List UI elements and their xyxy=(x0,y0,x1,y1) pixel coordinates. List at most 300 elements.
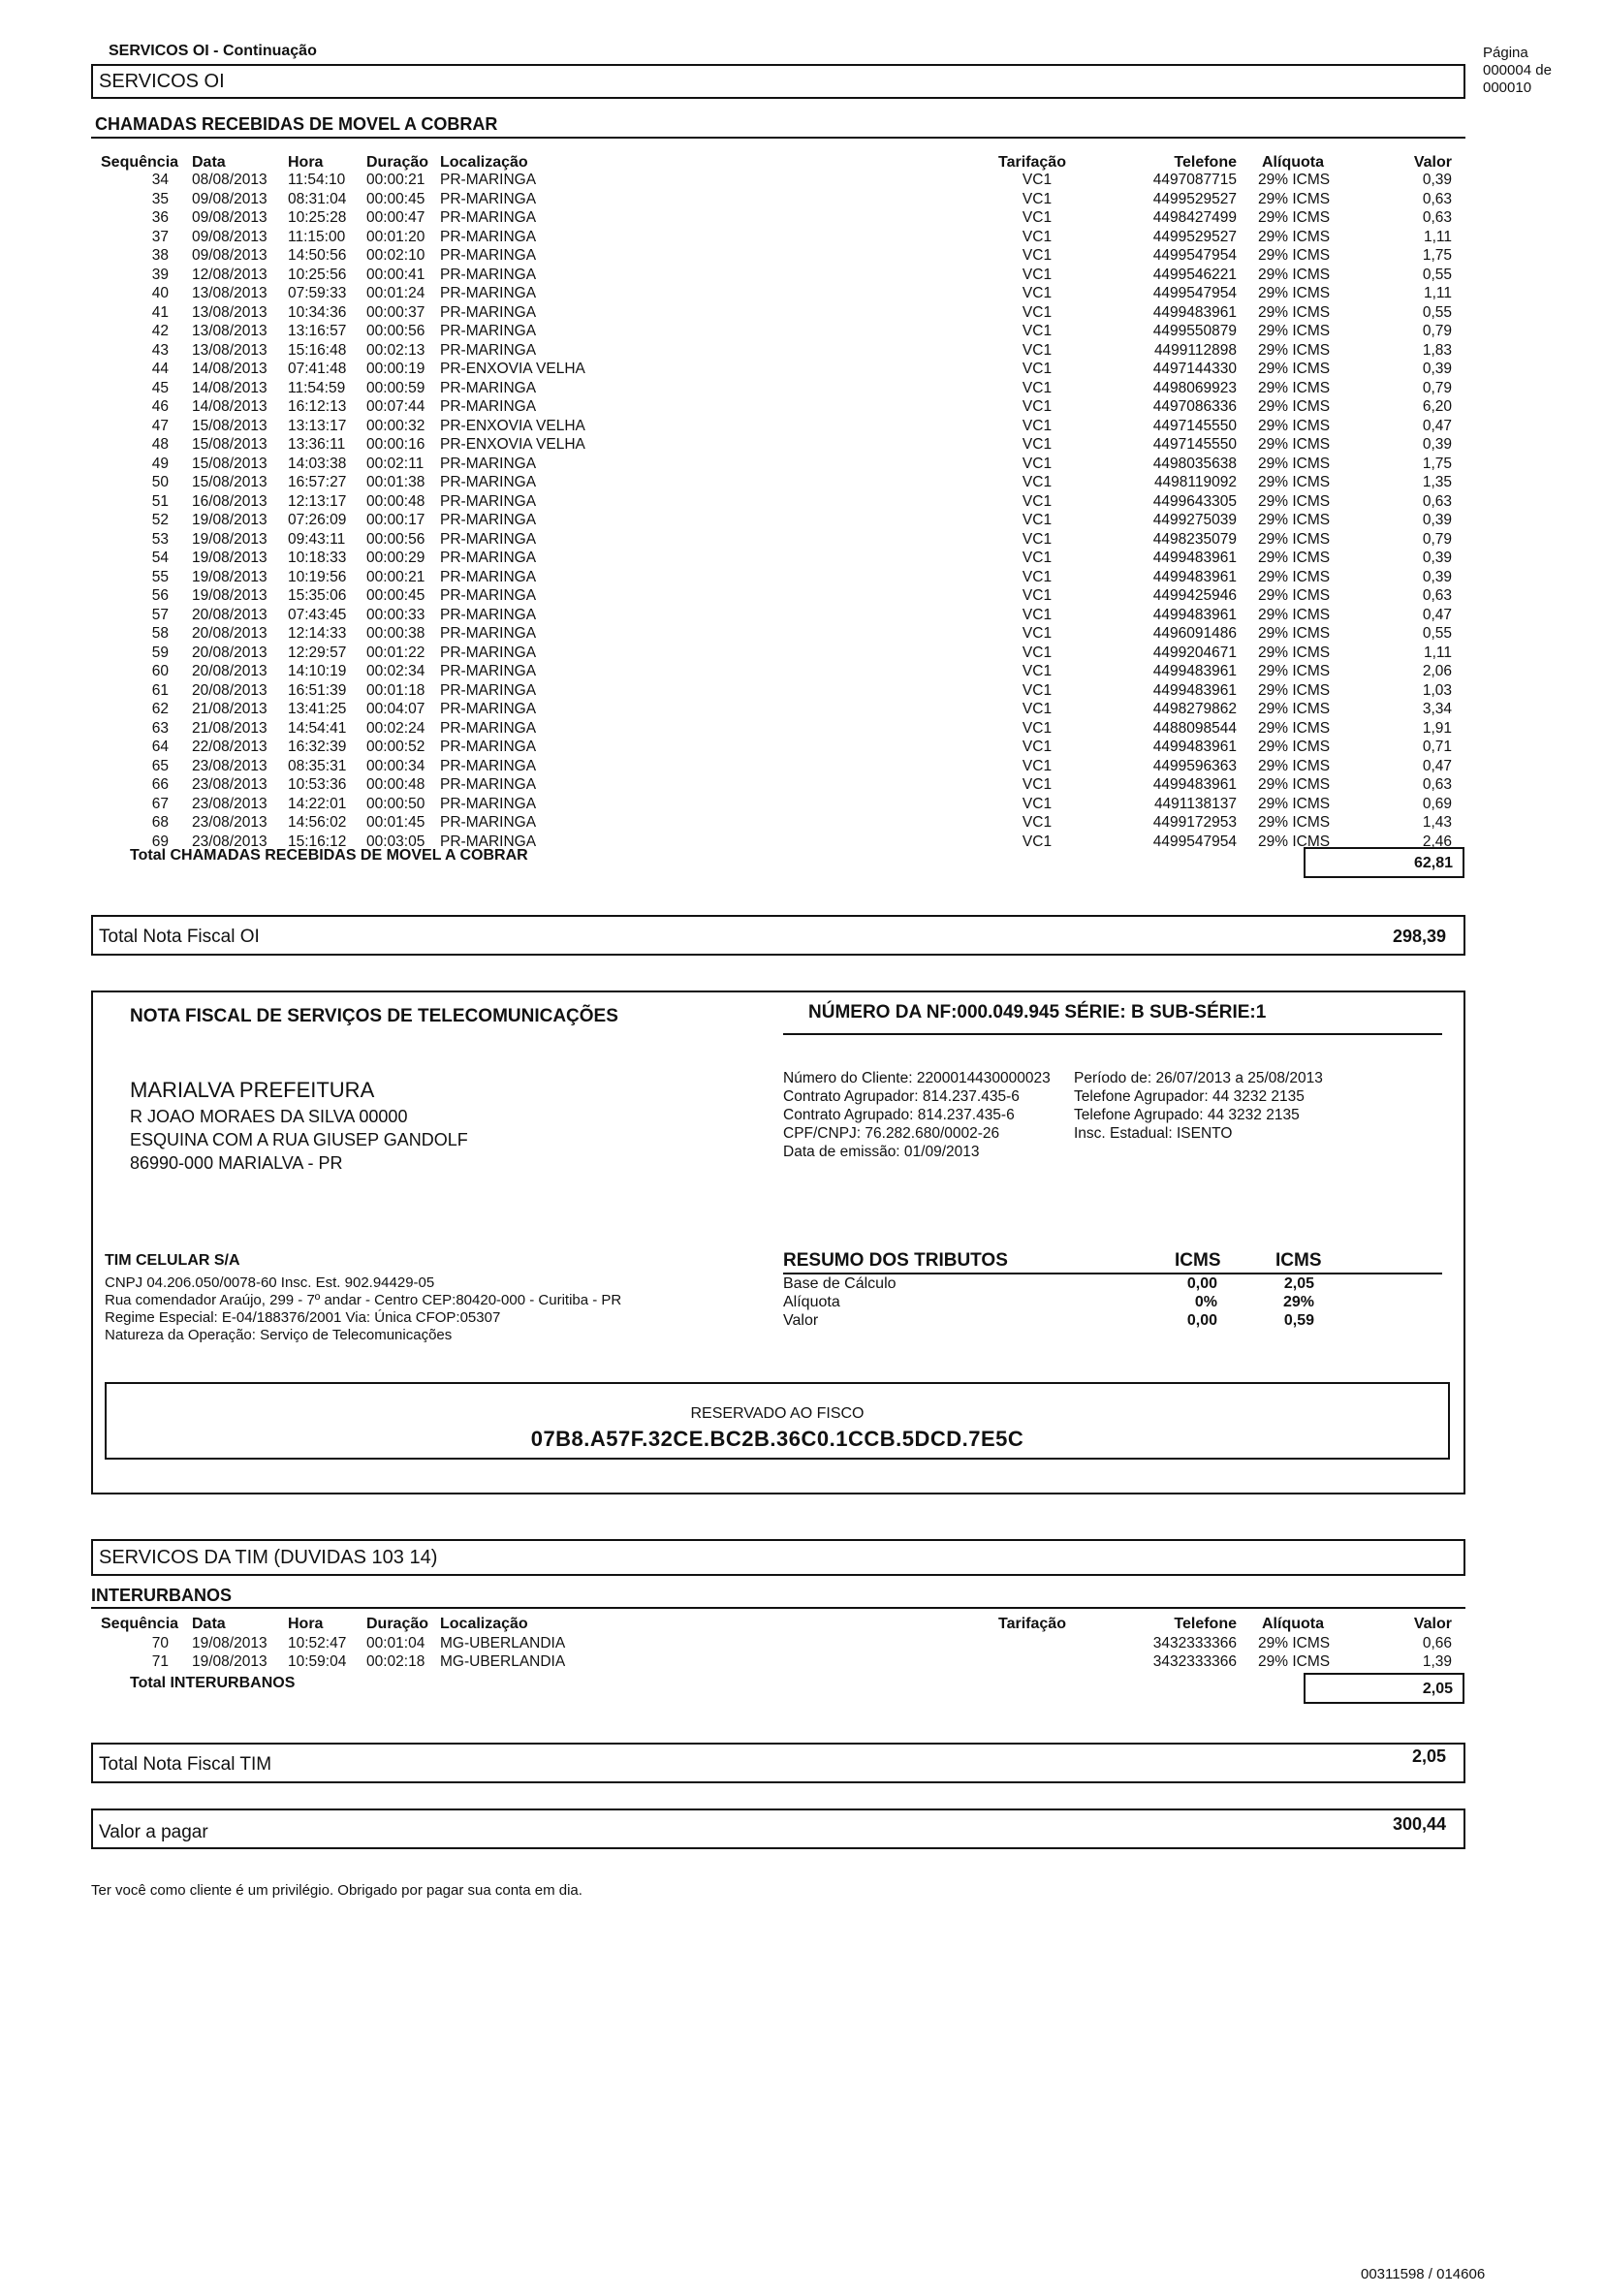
location-cell: PR-MARINGA xyxy=(440,719,537,737)
nf-number: NÚMERO DA NF:000.049.945 SÉRIE: B SUB-SÉRIE:1 xyxy=(808,1002,1267,1022)
duration-cell: 00:00:21 xyxy=(366,172,425,188)
date-cell: 15/08/2013 xyxy=(192,455,268,472)
location-cell: PR-MARINGA xyxy=(440,455,537,472)
location-cell: PR-ENXOVIA VELHA xyxy=(440,436,585,453)
table-row xyxy=(0,322,1605,340)
tariff-cell: VC1 xyxy=(1022,512,1053,528)
tax-rate-cell: 29% ICMS xyxy=(1258,550,1331,566)
date-cell: 13/08/2013 xyxy=(192,341,268,359)
time-cell: 11:54:59 xyxy=(288,379,346,396)
location-cell: PR-MARINGA xyxy=(440,795,537,812)
client-info-left xyxy=(783,1069,1051,1161)
date-cell: 09/08/2013 xyxy=(192,228,268,245)
time-cell: 16:12:13 xyxy=(288,398,347,415)
table-row xyxy=(0,530,1605,549)
phone-cell: 4498427499 xyxy=(1152,209,1237,226)
value-cell: 0,39 xyxy=(1422,550,1452,566)
seq-cell: 37 xyxy=(151,228,169,245)
col-telefone: Telefone xyxy=(1174,1616,1237,1632)
seq-cell: 49 xyxy=(151,455,169,472)
seq-cell: 47 xyxy=(151,417,169,434)
table-row xyxy=(0,266,1605,284)
time-cell: 13:13:17 xyxy=(288,417,347,434)
duration-cell: 00:00:56 xyxy=(366,323,425,339)
duration-cell: 00:00:59 xyxy=(366,379,425,396)
table-row xyxy=(0,1652,1605,1671)
table-row xyxy=(0,757,1605,775)
page-number: 000004 de xyxy=(1483,62,1552,79)
duration-cell: 00:00:37 xyxy=(366,303,425,321)
valor-pagar-label: Valor a pagar xyxy=(99,1822,208,1842)
tariff-cell: VC1 xyxy=(1022,550,1053,566)
location-cell: PR-MARINGA xyxy=(440,285,537,301)
nf-number-underline xyxy=(783,1033,1442,1035)
seq-cell: 55 xyxy=(151,568,169,585)
time-cell: 07:59:33 xyxy=(288,285,347,301)
time-cell: 14:56:02 xyxy=(288,814,347,831)
tariff-cell: VC1 xyxy=(1022,190,1053,207)
tributos-row-icms1: 0% xyxy=(1194,1294,1217,1310)
page-indicator xyxy=(1483,45,1552,97)
phone-cell: 4499547954 xyxy=(1152,833,1237,850)
date-cell: 23/08/2013 xyxy=(192,776,268,793)
seq-cell: 68 xyxy=(151,814,169,831)
phone-cell: 3432333366 xyxy=(1152,1653,1237,1670)
tim-subtotal-value: 2,05 xyxy=(1422,1681,1453,1697)
seq-cell: 50 xyxy=(151,474,169,490)
duration-cell: 00:00:32 xyxy=(366,417,425,434)
tax-rate-cell: 29% ICMS xyxy=(1258,474,1331,490)
tributos-col1: ICMS xyxy=(1175,1250,1221,1271)
client-address-line2: ESQUINA COM A RUA GIUSEP GANDOLF xyxy=(130,1130,468,1149)
tariff-cell: VC1 xyxy=(1022,568,1053,585)
phone-cell: 4499483961 xyxy=(1152,739,1237,755)
fisco-code: 07B8.A57F.32CE.BC2B.36C0.1CCB.5DCD.7E5C xyxy=(530,1427,1024,1451)
tariff-cell: VC1 xyxy=(1022,436,1053,453)
tariff-cell: VC1 xyxy=(1022,719,1053,737)
tariff-cell: VC1 xyxy=(1022,417,1053,434)
contrato-agrupador: Contrato Agrupador: 814.237.435-6 xyxy=(783,1088,1020,1105)
col-localizacao: Localização xyxy=(440,1616,528,1632)
tributos-row-label: Base de Cálculo xyxy=(783,1275,897,1292)
tariff-cell: VC1 xyxy=(1022,606,1053,623)
date-cell: 09/08/2013 xyxy=(192,247,268,264)
seq-cell: 65 xyxy=(151,757,169,774)
issuer-line1: CNPJ 04.206.050/0078-60 Insc. Est. 902.94429-05 xyxy=(105,1274,435,1291)
tax-rate-cell: 29% ICMS xyxy=(1258,606,1331,623)
tax-rate-cell: 29% ICMS xyxy=(1258,530,1331,548)
table-row xyxy=(0,606,1605,624)
time-cell: 07:41:48 xyxy=(288,361,347,377)
seq-cell: 67 xyxy=(151,795,169,812)
tributos-col2: ICMS xyxy=(1275,1250,1322,1271)
date-cell: 08/08/2013 xyxy=(192,172,268,188)
seq-cell: 39 xyxy=(151,266,169,283)
location-cell: PR-MARINGA xyxy=(440,474,537,490)
tariff-cell: VC1 xyxy=(1022,474,1053,490)
valor-pagar-box xyxy=(91,1808,1465,1849)
col-data: Data xyxy=(192,154,226,171)
tax-rate-cell: 29% ICMS xyxy=(1258,833,1331,850)
oi-subtotal-label: Total CHAMADAS RECEBIDAS DE MOVEL A COBRAR xyxy=(130,847,528,864)
phone-cell: 4498035638 xyxy=(1152,455,1237,472)
tim-subtotal-box xyxy=(1304,1673,1464,1704)
duration-cell: 00:00:21 xyxy=(366,568,425,585)
time-cell: 15:16:48 xyxy=(288,341,347,359)
value-cell: 2,46 xyxy=(1422,833,1452,850)
value-cell: 0,63 xyxy=(1422,587,1452,604)
location-cell: PR-MARINGA xyxy=(440,814,537,831)
table-row xyxy=(0,586,1605,605)
seq-cell: 44 xyxy=(151,361,169,377)
date-cell: 09/08/2013 xyxy=(192,209,268,226)
seq-cell: 43 xyxy=(151,341,169,359)
tariff-cell: VC1 xyxy=(1022,492,1053,510)
client-name: MARIALVA PREFEITURA xyxy=(130,1078,375,1102)
tim-divider xyxy=(91,1607,1465,1609)
phone-cell: 4491138137 xyxy=(1153,795,1237,812)
value-cell: 0,66 xyxy=(1422,1635,1452,1651)
tributos-row-icms1: 0,00 xyxy=(1186,1312,1217,1329)
tariff-cell: VC1 xyxy=(1022,266,1053,283)
duration-cell: 00:00:50 xyxy=(366,795,425,812)
value-cell: 0,39 xyxy=(1422,436,1452,453)
location-cell: PR-ENXOVIA VELHA xyxy=(440,417,585,434)
seq-cell: 66 xyxy=(151,776,169,793)
duration-cell: 00:00:45 xyxy=(366,190,425,207)
date-cell: 19/08/2013 xyxy=(192,550,268,566)
time-cell: 14:54:41 xyxy=(288,719,347,737)
location-cell: PR-MARINGA xyxy=(440,757,537,774)
time-cell: 15:35:06 xyxy=(288,587,347,604)
oi-subtotal-box xyxy=(1304,847,1464,878)
location-cell: PR-MARINGA xyxy=(440,701,537,717)
value-cell: 0,63 xyxy=(1422,492,1452,510)
tax-rate-cell: 29% ICMS xyxy=(1258,776,1331,793)
location-cell: PR-MARINGA xyxy=(440,530,537,548)
phone-cell: 4499275039 xyxy=(1152,512,1237,528)
phone-cell: 4499483961 xyxy=(1152,606,1237,623)
table-row xyxy=(0,417,1605,435)
col-localizacao: Localização xyxy=(440,154,528,171)
page-total: 000010 xyxy=(1483,79,1532,96)
tariff-cell: VC1 xyxy=(1022,625,1053,642)
date-cell: 13/08/2013 xyxy=(192,323,268,339)
seq-cell: 51 xyxy=(151,492,169,510)
col-valor: Valor xyxy=(1413,154,1452,171)
time-cell: 10:59:04 xyxy=(288,1653,347,1670)
tariff-cell: VC1 xyxy=(1022,833,1053,850)
date-cell: 19/08/2013 xyxy=(192,512,268,528)
time-cell: 11:15:00 xyxy=(288,228,346,245)
seq-cell: 35 xyxy=(151,190,169,207)
col-seq: Sequência xyxy=(101,154,179,171)
value-cell: 0,55 xyxy=(1422,625,1452,642)
tax-rate-cell: 29% ICMS xyxy=(1258,625,1331,642)
location-cell: PR-MARINGA xyxy=(440,190,537,207)
duration-cell: 00:04:07 xyxy=(366,701,425,717)
time-cell: 10:52:47 xyxy=(288,1635,347,1651)
location-cell: PR-MARINGA xyxy=(440,739,537,755)
date-cell: 09/08/2013 xyxy=(192,190,268,207)
col-tarifacao: Tarifação xyxy=(998,154,1066,171)
phone-cell: 4499529527 xyxy=(1152,190,1237,207)
nf-title: NOTA FISCAL DE SERVIÇOS DE TELECOMUNICAÇÕES xyxy=(130,1006,618,1026)
time-cell: 09:43:11 xyxy=(288,530,346,548)
tax-rate-cell: 29% ICMS xyxy=(1258,379,1331,396)
date-cell: 15/08/2013 xyxy=(192,436,268,453)
seq-cell: 60 xyxy=(151,663,169,679)
duration-cell: 00:01:22 xyxy=(366,644,425,661)
footer-code: 00311598 / 014606 xyxy=(1361,2266,1486,2282)
phone-cell: 4499425946 xyxy=(1152,587,1237,604)
phone-cell: 4499546221 xyxy=(1152,266,1237,283)
duration-cell: 00:00:48 xyxy=(366,492,425,510)
location-cell: PR-MARINGA xyxy=(440,209,537,226)
tariff-cell: VC1 xyxy=(1022,663,1053,679)
location-cell: PR-MARINGA xyxy=(440,587,537,604)
phone-cell: 4499483961 xyxy=(1152,568,1237,585)
tax-rate-cell: 29% ICMS xyxy=(1258,663,1331,679)
contrato-agrupado: Contrato Agrupado: 814.237.435-6 xyxy=(783,1107,1015,1123)
tax-rate-cell: 29% ICMS xyxy=(1258,455,1331,472)
time-cell: 13:41:25 xyxy=(288,701,347,717)
duration-cell: 00:00:48 xyxy=(366,776,425,793)
tax-rate-cell: 29% ICMS xyxy=(1258,587,1331,604)
location-cell: PR-ENXOVIA VELHA xyxy=(440,361,585,377)
value-cell: 0,47 xyxy=(1422,417,1452,434)
time-cell: 14:50:56 xyxy=(288,247,347,264)
tim-subtotal-label: Total INTERURBANOS xyxy=(130,1675,296,1691)
issuer-line4: Natureza da Operação: Serviço de Telecomunicações xyxy=(105,1327,453,1343)
phone-cell: 4499643305 xyxy=(1152,492,1237,510)
oi-section-title: SERVICOS OI xyxy=(99,71,225,92)
col-hora: Hora xyxy=(288,1616,324,1632)
duration-cell: 00:00:45 xyxy=(366,587,425,604)
tariff-cell: VC1 xyxy=(1022,739,1053,755)
tim-total-value: 2,05 xyxy=(1411,1746,1446,1766)
time-cell: 11:54:10 xyxy=(288,172,346,188)
tax-rate-cell: 29% ICMS xyxy=(1258,398,1331,415)
location-cell: PR-MARINGA xyxy=(440,323,537,339)
location-cell: PR-MARINGA xyxy=(440,681,537,699)
table-row xyxy=(0,738,1605,756)
table-row xyxy=(0,435,1605,454)
tariff-cell: VC1 xyxy=(1022,361,1053,377)
location-cell: PR-MARINGA xyxy=(440,663,537,679)
date-cell: 14/08/2013 xyxy=(192,398,268,415)
tariff-cell: VC1 xyxy=(1022,379,1053,396)
location-cell: PR-MARINGA xyxy=(440,550,537,566)
tax-rate-cell: 29% ICMS xyxy=(1258,644,1331,661)
time-cell: 14:10:19 xyxy=(288,663,347,679)
value-cell: 1,75 xyxy=(1422,247,1452,264)
phone-cell: 4499483961 xyxy=(1152,681,1237,699)
phone-cell: 4499596363 xyxy=(1152,757,1237,774)
duration-cell: 00:00:52 xyxy=(366,739,425,755)
phone-cell: 4497086336 xyxy=(1152,398,1237,415)
location-cell: PR-MARINGA xyxy=(440,341,537,359)
tim-total-label: Total Nota Fiscal TIM xyxy=(99,1754,272,1775)
date-cell: 19/08/2013 xyxy=(192,530,268,548)
seq-cell: 63 xyxy=(151,719,169,737)
tim-section-title: SERVICOS DA TIM (DUVIDAS 103 14) xyxy=(99,1547,438,1568)
duration-cell: 00:00:41 xyxy=(366,266,425,283)
location-cell: MG-UBERLANDIA xyxy=(440,1653,566,1670)
duration-cell: 00:00:34 xyxy=(366,757,425,774)
client-info-right xyxy=(1074,1069,1323,1143)
col-duracao: Duração xyxy=(366,1616,429,1632)
value-cell: 0,47 xyxy=(1422,606,1452,623)
value-cell: 1,39 xyxy=(1422,1653,1452,1670)
col-duracao: Duração xyxy=(366,154,429,171)
duration-cell: 00:03:05 xyxy=(366,833,425,850)
page-label: Página xyxy=(1483,45,1528,61)
client-address-line3: 86990-000 MARIALVA - PR xyxy=(130,1153,343,1173)
table-row xyxy=(0,624,1605,643)
tariff-cell: VC1 xyxy=(1022,530,1053,548)
col-aliquota: Alíquota xyxy=(1262,154,1324,171)
table-row xyxy=(0,341,1605,360)
table-row xyxy=(0,795,1605,813)
date-cell: 22/08/2013 xyxy=(192,739,268,755)
oi-total-label: Total Nota Fiscal OI xyxy=(99,927,260,947)
seq-cell: 41 xyxy=(151,303,169,321)
value-cell: 1,03 xyxy=(1422,681,1452,699)
date-cell: 19/08/2013 xyxy=(192,587,268,604)
seq-cell: 46 xyxy=(151,398,169,415)
cpf-cnpj: CPF/CNPJ: 76.282.680/0002-26 xyxy=(783,1125,1000,1142)
valor-pagar-value: 300,44 xyxy=(1392,1814,1446,1834)
phone-cell: 4499112898 xyxy=(1153,341,1237,359)
periodo: Período de: 26/07/2013 a 25/08/2013 xyxy=(1074,1070,1323,1086)
table-row xyxy=(0,662,1605,680)
value-cell: 1,83 xyxy=(1422,341,1452,359)
time-cell: 07:26:09 xyxy=(288,512,347,528)
tariff-cell: VC1 xyxy=(1022,398,1053,415)
issuer-line3: Regime Especial: E-04/188376/2001 Via: Única CFOP:05307 xyxy=(105,1309,501,1326)
table-row xyxy=(0,1634,1605,1652)
duration-cell: 00:02:18 xyxy=(366,1653,425,1670)
time-cell: 10:53:36 xyxy=(288,776,347,793)
value-cell: 1,11 xyxy=(1423,644,1452,661)
date-cell: 23/08/2013 xyxy=(192,814,268,831)
value-cell: 1,75 xyxy=(1422,455,1452,472)
value-cell: 6,20 xyxy=(1422,398,1452,415)
location-cell: PR-MARINGA xyxy=(440,568,537,585)
time-cell: 10:25:56 xyxy=(288,266,347,283)
date-cell: 20/08/2013 xyxy=(192,606,268,623)
tax-rate-cell: 29% ICMS xyxy=(1258,701,1331,717)
seq-cell: 58 xyxy=(151,625,169,642)
tax-rate-cell: 29% ICMS xyxy=(1258,266,1331,283)
oi-table-header xyxy=(0,153,1605,172)
duration-cell: 00:00:38 xyxy=(366,625,425,642)
time-cell: 12:14:33 xyxy=(288,625,347,642)
issuer-name: TIM CELULAR S/A xyxy=(105,1252,240,1269)
seq-cell: 45 xyxy=(151,379,169,396)
tributos-title: RESUMO DOS TRIBUTOS xyxy=(783,1250,1008,1271)
duration-cell: 00:01:38 xyxy=(366,474,425,490)
value-cell: 0,71 xyxy=(1422,739,1452,755)
issuer-line2: Rua comendador Araújo, 299 - 7º andar - Centro CEP:80420-000 - Curitiba - PR xyxy=(105,1292,622,1308)
seq-cell: 34 xyxy=(151,172,169,188)
value-cell: 3,34 xyxy=(1422,701,1452,717)
date-cell: 21/08/2013 xyxy=(192,719,268,737)
tax-rate-cell: 29% ICMS xyxy=(1258,757,1331,774)
date-cell: 14/08/2013 xyxy=(192,361,268,377)
date-cell: 19/08/2013 xyxy=(192,568,268,585)
tim-section-header xyxy=(91,1539,1465,1576)
value-cell: 1,91 xyxy=(1422,719,1452,737)
continuation-title: SERVICOS OI - Continuação xyxy=(109,43,317,59)
tariff-cell: VC1 xyxy=(1022,455,1053,472)
phone-cell: 4498279862 xyxy=(1152,701,1237,717)
seq-cell: 42 xyxy=(151,323,169,339)
table-row xyxy=(0,228,1605,246)
tax-rate-cell: 29% ICMS xyxy=(1258,814,1331,831)
duration-cell: 00:02:13 xyxy=(366,341,425,359)
date-cell: 23/08/2013 xyxy=(192,757,268,774)
seq-cell: 40 xyxy=(151,285,169,301)
value-cell: 0,69 xyxy=(1422,795,1452,812)
table-row xyxy=(0,644,1605,662)
table-row xyxy=(0,284,1605,302)
date-cell: 12/08/2013 xyxy=(192,266,268,283)
tax-rate-cell: 29% ICMS xyxy=(1258,568,1331,585)
phone-cell: 4499483961 xyxy=(1152,550,1237,566)
duration-cell: 00:01:20 xyxy=(366,228,425,245)
duration-cell: 00:02:11 xyxy=(366,455,425,472)
client-address-line1: R JOAO MORAES DA SILVA 00000 xyxy=(130,1107,408,1126)
tim-subsection-title: INTERURBANOS xyxy=(91,1586,233,1605)
seq-cell: 61 xyxy=(151,681,169,699)
tax-rate-cell: 29% ICMS xyxy=(1258,739,1331,755)
tax-rate-cell: 29% ICMS xyxy=(1258,190,1331,207)
seq-cell: 53 xyxy=(151,530,169,548)
seq-cell: 56 xyxy=(151,587,169,604)
phone-cell: 4496091486 xyxy=(1152,625,1237,642)
location-cell: PR-MARINGA xyxy=(440,266,537,283)
date-cell: 19/08/2013 xyxy=(192,1635,268,1651)
tax-rate-cell: 29% ICMS xyxy=(1258,303,1331,321)
location-cell: PR-MARINGA xyxy=(440,172,537,188)
date-cell: 13/08/2013 xyxy=(192,303,268,321)
date-cell: 15/08/2013 xyxy=(192,474,268,490)
col-tarifacao: Tarifação xyxy=(998,1616,1066,1632)
duration-cell: 00:00:19 xyxy=(366,361,425,377)
value-cell: 0,39 xyxy=(1422,361,1452,377)
seq-cell: 48 xyxy=(151,436,169,453)
table-row xyxy=(0,568,1605,586)
tax-rate-cell: 29% ICMS xyxy=(1258,341,1331,359)
table-row xyxy=(0,549,1605,567)
tim-table-header xyxy=(0,1615,1605,1633)
tariff-cell: VC1 xyxy=(1022,644,1053,661)
duration-cell: 00:00:16 xyxy=(366,436,425,453)
time-cell: 10:19:56 xyxy=(288,568,347,585)
client-address xyxy=(130,1105,468,1175)
oi-total-box xyxy=(91,915,1465,956)
tariff-cell: VC1 xyxy=(1022,795,1053,812)
seq-cell: 59 xyxy=(151,644,169,661)
tributos-row-icms2: 2,05 xyxy=(1283,1275,1314,1292)
table-row xyxy=(0,813,1605,832)
tax-rate-cell: 29% ICMS xyxy=(1258,417,1331,434)
time-cell: 10:18:33 xyxy=(288,550,347,566)
phone-cell: 4497145550 xyxy=(1152,417,1237,434)
value-cell: 0,79 xyxy=(1422,379,1452,396)
